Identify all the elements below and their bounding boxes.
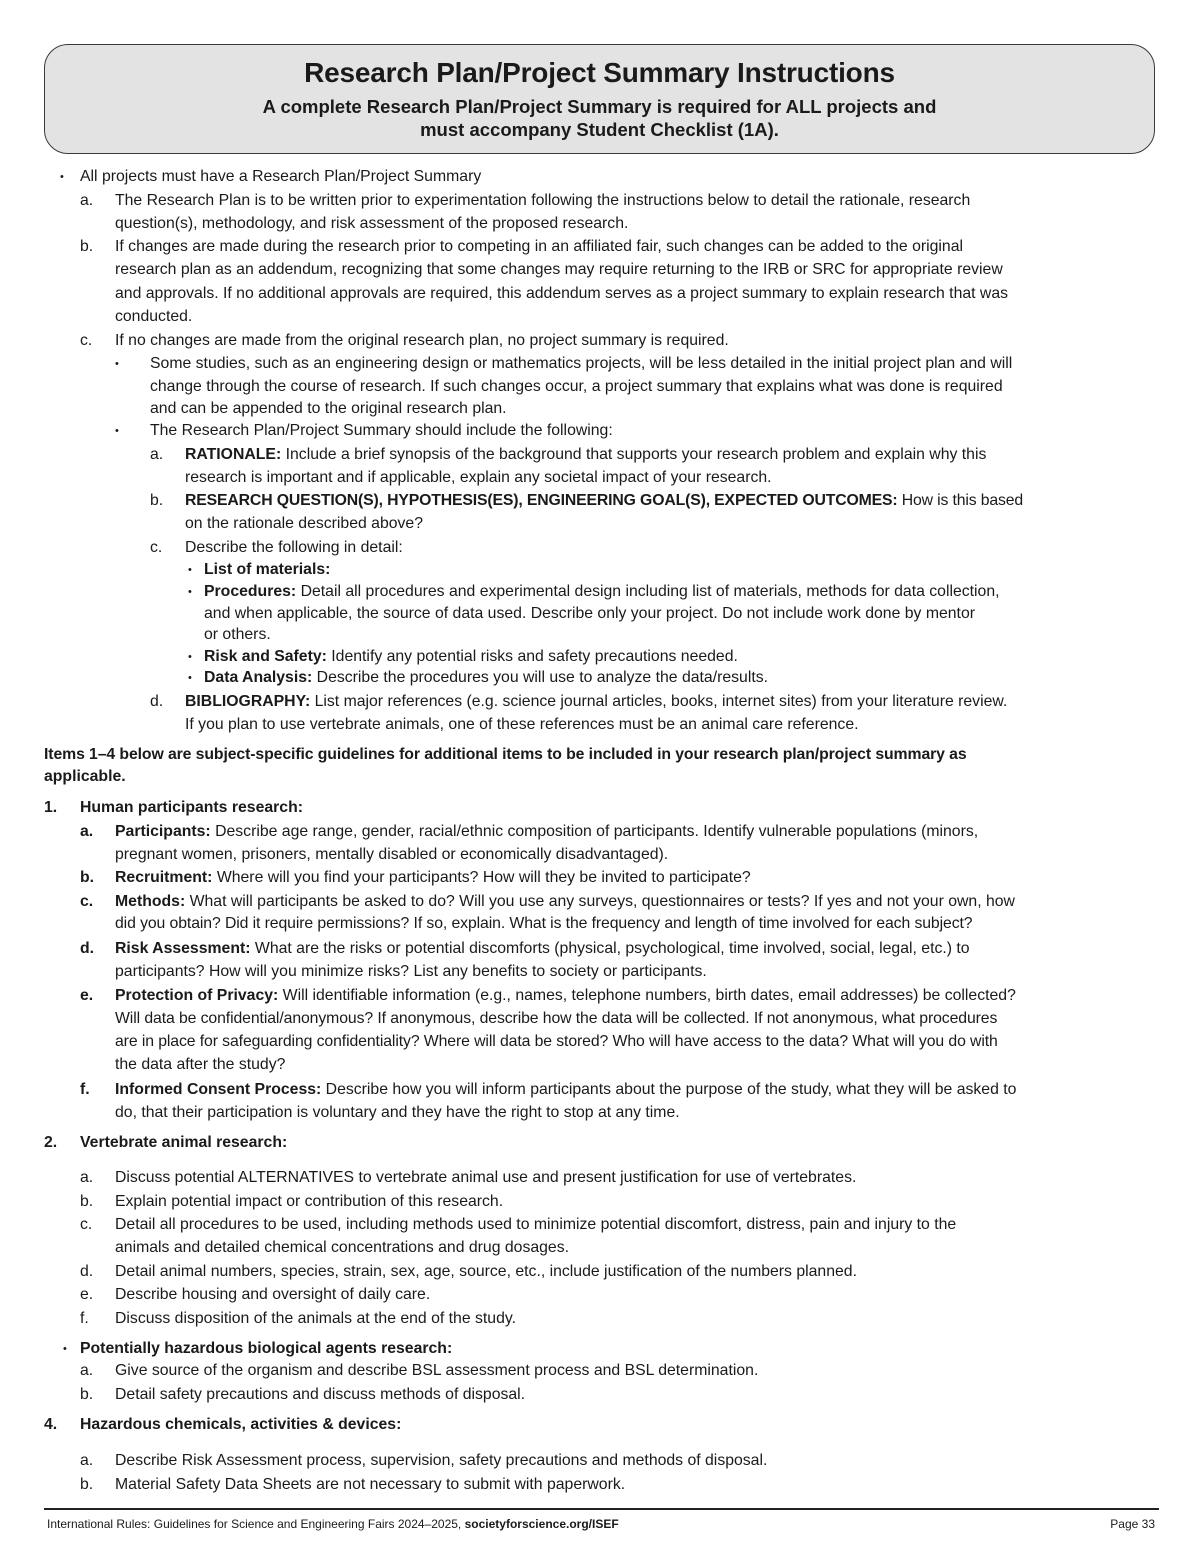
section-heading-vertebrate: Vertebrate animal research: [80, 1134, 288, 1151]
page-subtitle [45, 95, 1154, 141]
human-d-line: participants? How will you minimize risks? List any benefits to society or participants. [115, 963, 707, 980]
procedures-line: and when applicable, the source of data used. Describe only your project. Do not include work done by mentor [204, 605, 975, 622]
subtitle-line: A complete Research Plan/Project Summary is required for ALL projects and [262, 96, 937, 117]
human-f-line: Informed Consent Process: Describe how you will inform participants about the purpose of the study, what they will be asked to [115, 1081, 1017, 1098]
research-question-line: RESEARCH QUESTION(S), HYPOTHESIS(ES), ENGINEERING GOAL(S), EXPECTED OUTCOMES: How is this based [185, 492, 1024, 509]
bullet-marker: • [188, 672, 192, 684]
hazard-a: Describe Risk Assessment process, supervision, safety precautions and methods of disposal. [115, 1452, 768, 1469]
list-marker: a. [80, 1452, 94, 1469]
page-number: Page 33 [1110, 1517, 1155, 1531]
page-title: Research Plan/Project Summary Instructions [304, 57, 895, 88]
data-analysis-label: Data Analysis: [204, 669, 313, 686]
bio-a: Give source of the organism and describe BSL assessment process and BSL determination. [115, 1362, 759, 1379]
rationale-label: RATIONALE: [185, 446, 282, 463]
list-marker: d. [80, 940, 95, 957]
materials-line [204, 560, 330, 580]
section-heading-human: Human participants research: [80, 799, 303, 816]
bibliography-line: BIBLIOGRAPHY: List major references (e.g. science journal articles, books, internet sites) from your literature review. [185, 693, 1008, 710]
intro-sub-line: and can be appended to the original research plan. [150, 400, 507, 417]
vertebrate-f: Discuss disposition of the animals at the end of the study. [115, 1310, 516, 1327]
research-question-line: on the rationale described above? [185, 515, 424, 532]
items-note: Items 1–4 below are subject-specific guidelines for additional items to be included in your research plan/project summary as [44, 746, 967, 763]
intro-b-line: If changes are made during the research prior to competing in an affiliated fair, such changes can be added to the original [115, 238, 964, 255]
vertebrate-c: animals and detailed chemical concentrations and drug dosages. [115, 1239, 570, 1256]
footer-citation: International Rules: Guidelines for Science and Engineering Fairs 2024–2025, societyforscience.org/ISEF [47, 1517, 619, 1531]
footer-divider [44, 1508, 1159, 1510]
research-question-label: RESEARCH QUESTION(S), HYPOTHESIS(ES), ENGINEERING GOAL(S), EXPECTED OUTCOMES: [185, 492, 898, 509]
list-marker: d. [150, 693, 164, 710]
intro-sub-line: change through the course of research. If such changes occur, a project summary that explains what was done is required [150, 378, 1003, 395]
list-marker: f. [80, 1081, 90, 1098]
procedures-line: or others. [204, 626, 271, 643]
section-number: 1. [44, 799, 58, 816]
section-number: 4. [44, 1416, 58, 1433]
human-f-line: do, that their participation is voluntary and they have the right to stop at any time. [115, 1104, 680, 1121]
procedures-line: Procedures: Detail all procedures and experimental design including list of materials, methods for data collection, [204, 583, 1000, 600]
list-marker: b. [80, 238, 94, 255]
bullet-marker: • [63, 1343, 67, 1355]
list-marker: a. [80, 1169, 94, 1186]
list-marker: c. [150, 539, 163, 556]
risk-safety-label: Risk and Safety: [204, 648, 327, 665]
list-marker: b. [80, 869, 95, 886]
intro-c-line: If no changes are made from the original research plan, no project summary is required. [115, 332, 729, 349]
data-analysis-line: Data Analysis: Describe the procedures you will use to analyze the data/results. [204, 669, 768, 686]
procedures-label: Procedures: [204, 583, 297, 600]
list-marker: b. [80, 1386, 94, 1403]
section-heading-bio: Potentially hazardous biological agents research: [80, 1340, 453, 1357]
human-e-line: are in place for safeguarding confidentiality? Where will data be stored? Who will have access to the data? What will you do with [115, 1033, 998, 1050]
human-b-line: Recruitment: Where will you find your participants? How will they be invited to participate? [115, 869, 751, 886]
intro-a-line: The Research Plan is to be written prior to experimentation following the instructions below to detail the rationale, research [115, 192, 971, 209]
intro-all-projects: All projects must have a Research Plan/Project Summary [80, 168, 482, 185]
list-marker: a. [80, 1362, 94, 1379]
hazard-b: Material Safety Data Sheets are not necessary to submit with paperwork. [115, 1476, 626, 1493]
section-number: 2. [44, 1134, 58, 1151]
vertebrate-b: Explain potential impact or contribution of this research. [115, 1193, 504, 1210]
human-a-line: Participants: Describe age range, gender, racial/ethnic composition of participants. Identify vulnerable populations (minors, [115, 823, 979, 840]
list-marker: d. [80, 1263, 94, 1280]
human-c-line: did you obtain? Did it require permissions? If so, explain. What is the frequency and length of time involved for each subject? [115, 915, 973, 932]
list-marker: b. [80, 1476, 94, 1493]
list-marker: b. [150, 492, 164, 509]
title-banner [44, 44, 1155, 154]
rationale-line: RATIONALE: Include a brief synopsis of the background that supports your research problem and explain why this [185, 446, 987, 463]
bullet-marker: • [115, 425, 119, 437]
vertebrate-a: Discuss potential ALTERNATIVES to vertebrate animal use and present justification for use of vertebrates. [115, 1169, 857, 1186]
human-d-line: Risk Assessment: What are the risks or potential discomforts (physical, psychological, time involved, social, legal, etc.) to [115, 940, 970, 957]
intro-a-line: question(s), methodology, and risk assessment of the proposed research. [115, 215, 629, 232]
vertebrate-d: Detail animal numbers, species, strain, sex, age, source, etc., include justification of the numbers planned. [115, 1263, 857, 1280]
intro-sub-line: The Research Plan/Project Summary should include the following: [150, 422, 613, 439]
list-marker: b. [80, 1193, 94, 1210]
list-marker: c. [80, 893, 94, 910]
subtitle-line: must accompany Student Checklist (1A). [420, 119, 779, 140]
bullet-marker: • [188, 586, 192, 598]
human-a-line: pregnant women, prisoners, mentally disabled or economically disadvantaged). [115, 846, 669, 863]
bio-b: Detail safety precautions and discuss methods of disposal. [115, 1386, 526, 1403]
intro-b-line: research plan as an addendum, recognizing that some changes may require returning to the IRB or SRC for appropriate review [115, 261, 1003, 278]
list-marker: a. [80, 192, 94, 209]
list-marker: f. [80, 1310, 89, 1327]
human-e-line: the data after the study? [115, 1056, 286, 1073]
vertebrate-e: Describe housing and oversight of daily care. [115, 1286, 431, 1303]
list-marker: a. [80, 823, 94, 840]
bibliography-label: BIBLIOGRAPHY: [185, 693, 311, 710]
bullet-marker: • [188, 564, 192, 576]
intro-b-line: and approvals. If no additional approvals are required, this addendum serves as a project summary to explain research that was [115, 285, 1009, 302]
vertebrate-c: Detail all procedures to be used, including methods used to minimize potential discomfort, distress, pain and injury to the [115, 1216, 957, 1233]
bibliography-line: If you plan to use vertebrate animals, one of these references must be an animal care reference. [185, 716, 859, 733]
human-c-line: Methods: What will participants be asked to do? Will you use any surveys, questionnaires or tests? If yes and not your own, how [115, 893, 1015, 910]
bullet-marker: • [60, 171, 64, 183]
human-e-line: Protection of Privacy: Will identifiable information (e.g., names, telephone numbers, birth dates, email addresses) be collected? [115, 987, 1016, 1004]
list-marker: e. [80, 987, 94, 1004]
intro-sub-line: Some studies, such as an engineering design or mathematics projects, will be less detailed in the initial project plan and will [150, 355, 1013, 372]
human-e-line: Will data be confidential/anonymous? If anonymous, describe how the data will be collected. If not anonymous, what procedures [115, 1010, 998, 1027]
describe-line: Describe the following in detail: [185, 539, 403, 556]
rationale-line: research is important and if applicable, explain any societal impact of your research. [185, 469, 772, 486]
list-marker: c. [80, 1216, 93, 1233]
intro-b-line: conducted. [115, 308, 193, 325]
materials-label: List of materials: [204, 561, 331, 578]
risk-safety-line: Risk and Safety: Identify any potential risks and safety precautions needed. [204, 648, 738, 665]
section-heading-hazard: Hazardous chemicals, activities & devices: [80, 1416, 402, 1433]
bullet-marker: • [115, 358, 119, 370]
footer-link[interactable]: societyforscience.org/ISEF [464, 1517, 619, 1531]
list-marker: e. [80, 1286, 94, 1303]
list-marker: a. [150, 446, 164, 463]
list-marker: c. [80, 332, 93, 349]
items-note: applicable. [44, 768, 126, 785]
bullet-marker: • [188, 651, 192, 663]
